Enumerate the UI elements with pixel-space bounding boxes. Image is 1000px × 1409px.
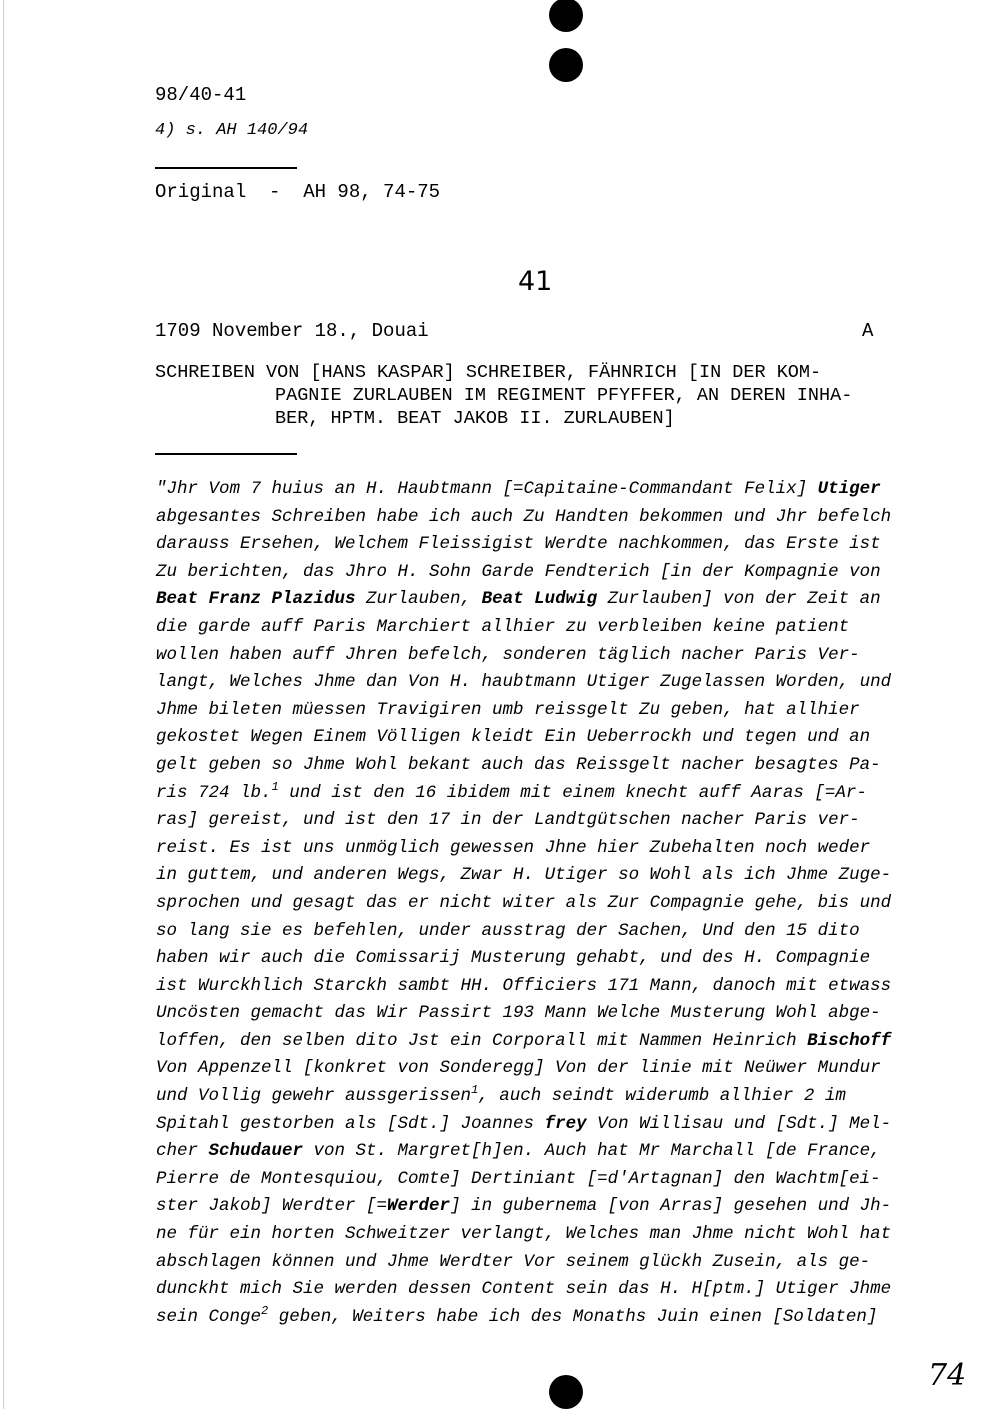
body-line <box>156 1193 891 1221</box>
body-line: abgesantes Schreiben habe ich auch Zu Handten bekommen und Jhr befelch <box>156 506 892 527</box>
body-line: Pierre de Montesquiou, Comte] Dertiniant [=d'Artagnan] den Wachtm[ei- <box>156 1168 881 1189</box>
footnote-marker: 1 <box>471 1083 479 1098</box>
text: ] in gubernema [von Arras] gesehen und Jh- <box>450 1196 892 1217</box>
name-bold: Beat Franz Plazidus <box>156 589 356 610</box>
name-bold: Utiger <box>817 479 881 499</box>
body-line <box>156 780 891 808</box>
text: geben, Weiters habe ich des Monaths Juin einen [Soldaten] <box>268 1306 878 1327</box>
punch-hole-bottom <box>549 1375 583 1409</box>
punch-hole-top-1 <box>549 0 583 32</box>
body-line: Uncösten gemacht das Wir Passirt 193 Mann Welche Musterung Wohl abge- <box>156 1003 881 1024</box>
header-divider <box>155 167 297 169</box>
body-line: ist Wurckhlich Starckh sambt HH. Officiers 171 Mann, danoch mit etwass <box>156 975 892 996</box>
document-number: 41 <box>518 266 553 297</box>
text: ster Jakob] Werdter [= <box>156 1196 388 1217</box>
body-line: in guttem, und anderen Wegs, Zwar H. Utiger so Wohl als ich Jhme Zuge- <box>156 865 892 886</box>
text: Zurlauben, <box>355 589 482 610</box>
punch-hole-top-2 <box>549 48 583 82</box>
cross-reference: 4) s. AH 140/94 <box>155 121 309 140</box>
original-source: Original - AH 98, 74-75 <box>155 181 441 203</box>
body-line <box>156 1111 891 1139</box>
name-bold: Bischoff <box>807 1030 892 1051</box>
body-line: sprochen und gesagt das er nicht witer als Zur Compagnie gehe, bis und <box>156 892 892 913</box>
archive-signature: 98/40-41 <box>155 84 247 106</box>
text: und Vollig gewehr aussgerissen <box>156 1086 472 1107</box>
name-bold: Beat Ludwig <box>481 589 598 610</box>
regest-divider <box>155 453 297 455</box>
body-line: ne für ein horten Schweitzer verlangt, Welches man Jhme nicht Wohl hat <box>156 1224 892 1245</box>
text: und ist den 16 ibidem mit einem knecht auff Aaras [=Ar- <box>278 782 867 803</box>
regest-line-1: SCHREIBEN VON [HANS KASPAR] SCHREIBER, FÄHNRICH [IN DER KOM- <box>155 362 822 383</box>
body-line <box>156 1138 891 1166</box>
date-place: 1709 November 18., Douai <box>155 320 429 342</box>
body-line: gekostet Wegen Einem Völligen kleidt Ein Ueberrockh und tegen und an <box>156 727 871 748</box>
body-line <box>156 1083 891 1111</box>
body-line: die garde auff Paris Marchiert allhier zu verbleiben keine patient <box>156 616 850 637</box>
text: loffen, den selben dito Jst ein Corporall mit Nammen Heinrich <box>156 1030 808 1051</box>
body-line: so lang sie es befehlen, under ausstrag der Sachen, Und den 15 dito <box>156 920 860 941</box>
regest-line-3: BER, HPTM. BEAT JAKOB II. ZURLAUBEN] <box>275 408 675 429</box>
body-line: ras] gereist, und ist den 17 in der Landtgütschen nacher Paris ver- <box>156 810 860 831</box>
transmission-letter: A <box>862 320 874 342</box>
regest <box>155 361 852 430</box>
body-line: dunckht mich Sie werden dessen Content sein das H. H[ptm.] Utiger Jhme <box>156 1279 892 1300</box>
regest-line-2: PAGNIE ZURLAUBEN IM REGIMENT PFYFFER, AN DEREN INHA- <box>275 385 853 406</box>
folio-number: 74 <box>928 1358 967 1393</box>
body-line: haben wir auch die Comissarij Musterung gehabt, und des H. Compagnie <box>156 948 871 969</box>
text: sein Conge <box>156 1306 262 1327</box>
letter-body <box>156 476 891 1331</box>
text: "Jhr Vom 7 huius an H. Haubtmann [=Capitaine-Commandant Felix] <box>156 479 818 499</box>
body-line: Von Appenzell [konkret von Sonderegg] Von der linie mit Neüwer Mundur <box>156 1058 881 1079</box>
scan-edge <box>3 0 4 1409</box>
body-line <box>156 1028 891 1056</box>
body-line <box>156 1304 891 1332</box>
body-line: langt, Welches Jhme dan Von H. haubtmann Utiger Zugelassen Worden, und <box>156 672 892 693</box>
body-line: abschlagen können und Jhme Werdter Vor seinem glückh Zusein, als ge- <box>156 1251 871 1272</box>
name-bold: Werder <box>387 1196 451 1217</box>
body-line: Jhme bileten müessen Travigiren umb reissgelt Zu geben, hat allhier <box>156 699 860 720</box>
text: cher <box>156 1141 209 1162</box>
footnote-marker: 2 <box>261 1303 269 1318</box>
body-line: Zu berichten, das Jhro H. Sohn Garde Fendterich [in der Kompagnie von <box>156 561 881 582</box>
text: Zurlauben] von der Zeit an <box>597 589 881 610</box>
footnote-marker: 1 <box>271 779 279 794</box>
name-bold: frey <box>544 1113 587 1134</box>
text: , auch seindt widerumb allhier 2 im <box>478 1086 846 1107</box>
body-line: darauss Ersehen, Welchem Fleissigist Werdte nachkommen, das Erste ist <box>156 534 881 555</box>
body-line <box>156 586 891 614</box>
text: von St. Margret[h]en. Auch hat Mr Marchall [de France, <box>303 1141 881 1162</box>
text: Von Willisau und [Sdt.] Mel- <box>586 1113 892 1134</box>
text: Spitahl gestorben als [Sdt.] Joannes <box>156 1113 545 1134</box>
body-line: gelt geben so Jhme Wohl bekant auch das Reissgelt nacher besagtes Pa- <box>156 754 881 775</box>
body-line: wollen haben auff Jhren befelch, sonderen täglich nacher Paris Ver- <box>156 644 860 665</box>
text: ris 724 lb. <box>156 782 272 803</box>
body-line: reist. Es ist uns unmöglich gewessen Jhne hier Zubehalten noch weder <box>156 837 871 858</box>
body-line <box>156 476 891 504</box>
name-bold: Schudauer <box>208 1141 304 1162</box>
